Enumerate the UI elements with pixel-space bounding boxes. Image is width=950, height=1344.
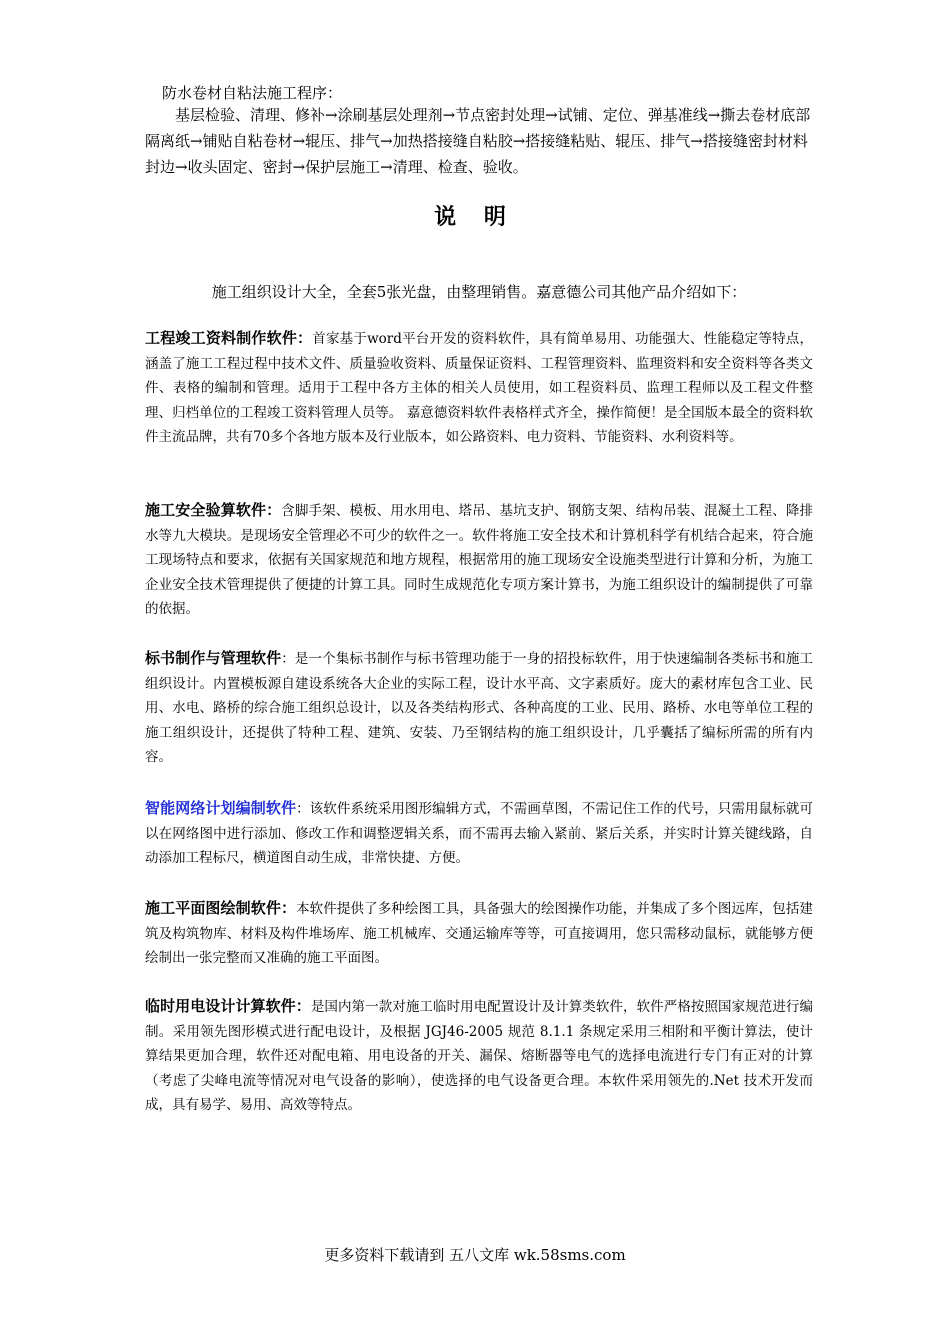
lead-paragraph: 施工组织设计大全，全套5张光盘，由整理销售。嘉意德公司其他产品介绍如下： xyxy=(211,283,747,301)
section-bid-document-software xyxy=(145,646,813,770)
section-text: 含脚手架、模板、用水用电、塔吊、基坑支护、钢筋支架、结构吊装、混凝土工程、降排水等九大模块。是现场安全管理必不可少的软件之一。软件将施工安全技术和计算机科学有机结合起来，符合施工现场特点和要求，依据有关国家规范和地方规程，根据常用的施工现场安全设施类型进行计算和分析，为施工企业安全技术管理提供了便捷的计算工具。同时生成规范化专项方案计算书，为施工组织设计的编制提供了可靠的依据。 xyxy=(145,503,813,617)
section-title: 施工平面图绘制软件： xyxy=(145,899,297,917)
section-project-completion-software xyxy=(145,326,813,450)
section-title: 标书制作与管理软件 xyxy=(145,649,282,667)
page-heading: 说 明 xyxy=(434,204,516,230)
section-site-plan-software xyxy=(145,896,813,971)
section-title: 工程竣工资料制作软件： xyxy=(145,329,313,347)
section-text: ：该软件系统采用图形编辑方式，不需画草图，不需记住工作的代号，只需用鼠标就可以在网络图中进行添加、修改工作和调整逻辑关系，而不需再去输入紧前、紧后关系，并实时计算关键线路，自动添加工程标尺，横道图自动生成，非常快捷、方便。 xyxy=(145,801,813,866)
procedure-title: 防水卷材自粘法施工程序： xyxy=(162,84,343,102)
section-text: 首家基于word平台开发的资料软件，具有简单易用、功能强大、性能稳定等特点，涵盖了施工工程过程中技术文件、质量验收资料、质量保证资料、工程管理资料、监理资料和安全资料等各类文件、表格的编制和管理。适用于工程中各方主体的相关人员使用，如工程资料员、监理工程师以及工程文件整理、归档单位的工程竣工资料管理人员等。 嘉意德资料软件表格样式齐全，操作简便！是全国版本最全的资料软件主流品牌，共有70多个各地方版本及行业版本，如公路资料、电力资料、节能资料、水利资料等。 xyxy=(145,331,813,445)
section-safety-calc-software xyxy=(145,498,813,622)
section-network-plan-software xyxy=(145,796,813,871)
section-text: 本软件提供了多种绘图工具，具备强大的绘图操作功能，并集成了多个图远库，包括建筑及构筑物库、材料及构件堆场库、施工机械库、交通运输库等等，可直接调用，您只需移动鼠标，就能够方便绘制出一张完整而又准确的施工平面图。 xyxy=(145,901,813,966)
section-title: 临时用电设计计算软件： xyxy=(145,997,311,1015)
section-temp-power-software xyxy=(145,994,813,1118)
section-title: 施工安全验算软件： xyxy=(145,501,282,519)
section-text: ：是一个集标书制作与标书管理功能于一身的招投标软件，用于快速编制各类标书和施工组织设计。内置模板源自建设系统各大企业的实际工程，设计水平高、文字素质好。庞大的素材库包含工业、民用、水电、路桥的综合施工组织总设计，以及各类结构形式、各种高度的工业、民用、路桥、水电等单位工程的施工组织设计，还提供了特种工程、建筑、安装、乃至钢结构的施工组织设计，几乎囊括了编标所需的所有内容。 xyxy=(145,651,813,765)
section-text: 是国内第一款对施工临时用电配置设计及计算类软件，软件严格按照国家规范进行编制。采用领先图形模式进行配电设计，及根据 JGJ46-2005 规范 8.1.1 条规定采用三相附和平衡计算法，使计算结果更加合理，软件还对配电箱、用电设备的开关、漏保、熔断器等电气的选择电流进行专门有正对的计算（考虑了尖峰电流等情况对电气设备的影响），使选择的电气设备更合理。本软件采用领先的.Net 技术开发而成，具有易学、易用、高效等特点。 xyxy=(145,999,813,1113)
section-title-link[interactable]: 智能网络计划编制软件 xyxy=(145,799,297,817)
footer-download-note[interactable]: 更多资料下载请到 五八文库 wk.58sms.com xyxy=(324,1246,626,1264)
procedure-body: 基层检验、清理、修补→涂刷基层处理剂→节点密封处理→试铺、定位、弹基准线→撕去卷材底部隔离纸→铺贴自粘卷材→辊压、排气→加热搭接缝自粘胶→搭接缝粘贴、辊压、排气→搭接缝密封材料封边→收头固定、密封→保护层施工→清理、检查、验收。 xyxy=(145,106,811,176)
